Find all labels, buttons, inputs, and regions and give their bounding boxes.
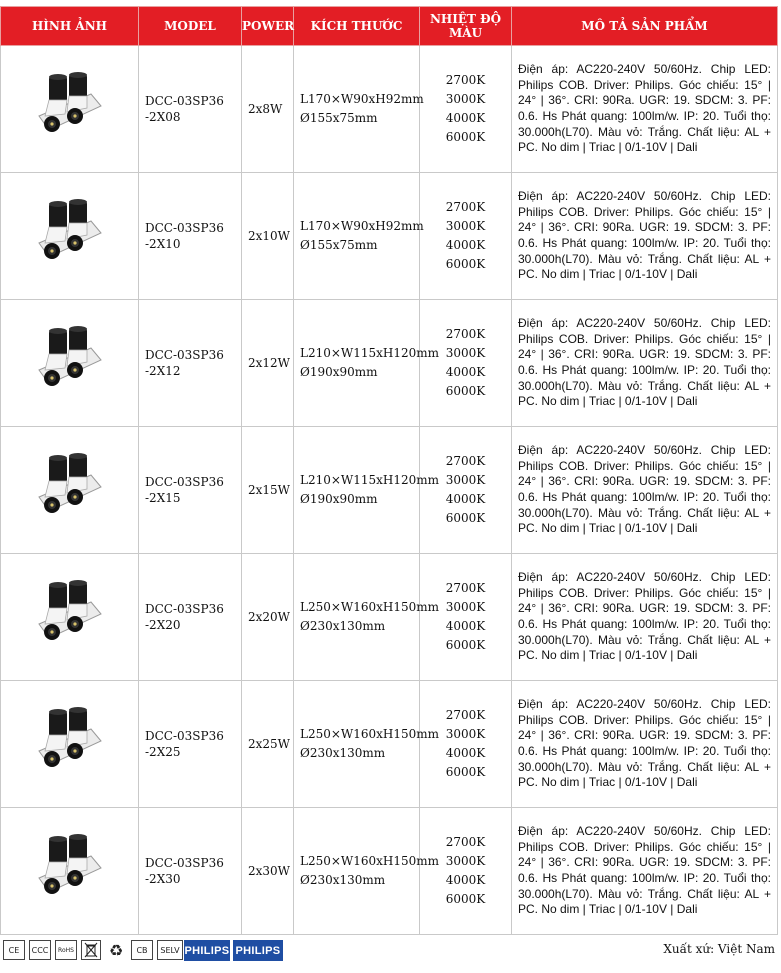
power-cell: 2x10W <box>242 173 294 300</box>
size-text: L170×W90xH92mm <box>300 219 424 233</box>
origin-text: Xuất xứ: Việt Nam <box>663 942 775 956</box>
table-header <box>1 7 778 46</box>
table-row <box>1 300 778 427</box>
model-text: DCC-03SP36 <box>145 221 224 235</box>
color-temp-value: 4000K <box>445 238 486 252</box>
color-temp-cell <box>420 46 512 173</box>
color-temp-value: 2700K <box>445 581 486 595</box>
model-text: -2X15 <box>145 491 181 505</box>
recycle-icon: ♻ <box>108 940 124 960</box>
color-temp-value: 4000K <box>445 365 486 379</box>
model-cell <box>139 554 242 681</box>
model-text: DCC-03SP36 <box>145 602 224 616</box>
color-temp-value: 4000K <box>445 492 486 506</box>
color-temp-value: 4000K <box>445 746 486 760</box>
description-cell: Điện áp: AC220-240V 50/60Hz. Chip LED: Philips COB. Driver: Philips. Góc chiếu: 15° | 24° | 36°. CRI: 90Ra. UGR: 19. SDCM: 3. PF: 0.6. Hs Phát quang: 100lm/w. IP: 20. Tuổi thọ: 30.000h(L70). Màu vỏ: Trắng. Chất liệu: AL + PC. No dim | Triac | 0/1-10V | Dali <box>512 681 778 808</box>
color-temp-value: 6000K <box>445 384 486 398</box>
color-temp-value: 3000K <box>445 600 486 614</box>
product-image-cell <box>1 808 139 935</box>
header-model: MODEL <box>139 7 242 46</box>
philips-badge-driver: PHILIPS <box>233 940 283 961</box>
product-image-cell <box>1 173 139 300</box>
power-cell: 2x12W <box>242 300 294 427</box>
twin-spotlight-icon <box>35 580 105 652</box>
twin-spotlight-icon <box>35 72 105 144</box>
weee-bin-icon <box>81 940 101 960</box>
philips-badge-chip: PHILIPS <box>184 940 230 961</box>
power-cell: 2x25W <box>242 681 294 808</box>
product-image-cell <box>1 300 139 427</box>
color-temp-value: 4000K <box>445 873 486 887</box>
header-description: MÔ TẢ SẢN PHẨM <box>512 7 778 46</box>
power-cell: 2x8W <box>242 46 294 173</box>
size-text: Ø155x75mm <box>300 238 378 252</box>
color-temp-value: 3000K <box>445 92 486 106</box>
size-cell <box>294 681 440 808</box>
twin-spotlight-icon <box>35 199 105 271</box>
color-temp-cell <box>420 554 512 681</box>
color-temp-value: 2700K <box>445 454 486 468</box>
selv-mark-icon: SELV <box>157 940 183 960</box>
size-text: Ø230x130mm <box>300 873 386 887</box>
size-text: Ø230x130mm <box>300 746 386 760</box>
color-temp-value: 3000K <box>445 219 486 233</box>
cb-mark-icon: CB <box>131 940 153 960</box>
description-cell: Điện áp: AC220-240V 50/60Hz. Chip LED: Philips COB. Driver: Philips. Góc chiếu: 15° | 24° | 36°. CRI: 90Ra. UGR: 19. SDCM: 3. PF: 0.6. Hs Phát quang: 100lm/w. IP: 20. Tuổi thọ: 30.000h(L70). Màu vỏ: Trắng. Chất liệu: AL + PC. No dim | Triac | 0/1-10V | Dali <box>512 808 778 935</box>
color-temp-value: 6000K <box>445 511 486 525</box>
header-image: HÌNH ẢNH <box>1 7 139 46</box>
size-text: L250×W160xH150mm <box>300 854 440 868</box>
model-text: DCC-03SP36 <box>145 856 224 870</box>
header-power: POWER <box>242 7 294 46</box>
size-cell <box>294 173 424 300</box>
color-temp-value: 4000K <box>445 111 486 125</box>
size-cell <box>294 300 440 427</box>
color-temp-value: 6000K <box>445 257 486 271</box>
size-cell <box>294 554 440 681</box>
model-text: -2X25 <box>145 745 181 759</box>
size-text: Ø190x90mm <box>300 492 378 506</box>
header-size: KÍCH THƯỚC <box>294 7 420 46</box>
color-temp-cell <box>420 173 512 300</box>
power-cell: 2x20W <box>242 554 294 681</box>
color-temp-cell <box>420 427 512 554</box>
model-cell <box>139 300 242 427</box>
table-row <box>1 681 778 808</box>
size-cell <box>294 808 440 935</box>
model-text: -2X30 <box>145 872 181 886</box>
size-text: L170×W90xH92mm <box>300 92 424 106</box>
model-text: -2X20 <box>145 618 181 632</box>
color-temp-cell <box>420 808 512 935</box>
color-temp-cell <box>420 300 512 427</box>
color-temp-value: 2700K <box>445 708 486 722</box>
color-temp-cell <box>420 681 512 808</box>
product-image-cell <box>1 681 139 808</box>
color-temp-value: 6000K <box>445 130 486 144</box>
ccc-mark-icon: CCC <box>29 940 51 960</box>
description-cell: Điện áp: AC220-240V 50/60Hz. Chip LED: Philips COB. Driver: Philips. Góc chiếu: 15° | 24° | 36°. CRI: 90Ra. UGR: 19. SDCM: 3. PF: 0.6. Hs Phát quang: 100lm/w. IP: 20. Tuổi thọ: 30.000h(L70). Màu vỏ: Trắng. Chất liệu: AL + PC. No dim | Triac | 0/1-10V | Dali <box>512 427 778 554</box>
model-cell <box>139 173 242 300</box>
description-cell: Điện áp: AC220-240V 50/60Hz. Chip LED: Philips COB. Driver: Philips. Góc chiếu: 15° | 24° | 36°. CRI: 90Ra. UGR: 19. SDCM: 3. PF: 0.6. Hs Phát quang: 100lm/w. IP: 20. Tuổi thọ: 30.000h(L70). Màu vỏ: Trắng. Chất liệu: AL + PC. No dim | Triac | 0/1-10V | Dali <box>512 173 778 300</box>
table-row <box>1 46 778 173</box>
product-image-cell <box>1 427 139 554</box>
power-cell: 2x15W <box>242 427 294 554</box>
size-cell <box>294 427 440 554</box>
product-image-cell <box>1 554 139 681</box>
model-text: DCC-03SP36 <box>145 729 224 743</box>
color-temp-value: 6000K <box>445 765 486 779</box>
model-text: DCC-03SP36 <box>145 94 224 108</box>
model-text: -2X10 <box>145 237 181 251</box>
color-temp-value: 2700K <box>445 327 486 341</box>
rohs-mark-icon: RoHS <box>55 940 77 960</box>
color-temp-value: 6000K <box>445 892 486 906</box>
table-row <box>1 808 778 935</box>
product-spec-table <box>0 6 778 935</box>
color-temp-value: 6000K <box>445 638 486 652</box>
color-temp-value: 2700K <box>445 200 486 214</box>
size-text: Ø230x130mm <box>300 619 386 633</box>
color-temp-value: 3000K <box>445 854 486 868</box>
twin-spotlight-icon <box>35 707 105 779</box>
model-text: DCC-03SP36 <box>145 475 224 489</box>
table-row <box>1 173 778 300</box>
size-text: Ø190x90mm <box>300 365 378 379</box>
description-cell: Điện áp: AC220-240V 50/60Hz. Chip LED: Philips COB. Driver: Philips. Góc chiếu: 15° | 24° | 36°. CRI: 90Ra. UGR: 19. SDCM: 3. PF: 0.6. Hs Phát quang: 100lm/w. IP: 20. Tuổi thọ: 30.000h(L70). Màu vỏ: Trắng. Chất liệu: AL + PC. No dim | Triac | 0/1-10V | Dali <box>512 46 778 173</box>
size-text: L210×W115xH120mm <box>300 473 440 487</box>
ce-mark-icon: CE <box>3 940 25 960</box>
color-temp-value: 2700K <box>445 835 486 849</box>
model-cell <box>139 808 242 935</box>
color-temp-value: 2700K <box>445 73 486 87</box>
table-body <box>1 46 778 935</box>
product-image-cell <box>1 46 139 173</box>
model-text: DCC-03SP36 <box>145 348 224 362</box>
description-cell: Điện áp: AC220-240V 50/60Hz. Chip LED: Philips COB. Driver: Philips. Góc chiếu: 15° | 24° | 36°. CRI: 90Ra. UGR: 19. SDCM: 3. PF: 0.6. Hs Phát quang: 100lm/w. IP: 20. Tuổi thọ: 30.000h(L70). Màu vỏ: Trắng. Chất liệu: AL + PC. No dim | Triac | 0/1-10V | Dali <box>512 554 778 681</box>
size-text: L250×W160xH150mm <box>300 727 440 741</box>
size-cell <box>294 46 424 173</box>
header-color-temp: NHIỆT ĐỘ MÀU <box>420 7 512 46</box>
table-row <box>1 427 778 554</box>
twin-spotlight-icon <box>35 834 105 906</box>
twin-spotlight-icon <box>35 326 105 398</box>
description-cell: Điện áp: AC220-240V 50/60Hz. Chip LED: Philips COB. Driver: Philips. Góc chiếu: 15° | 24° | 36°. CRI: 90Ra. UGR: 19. SDCM: 3. PF: 0.6. Hs Phát quang: 100lm/w. IP: 20. Tuổi thọ: 30.000h(L70). Màu vỏ: Trắng. Chất liệu: AL + PC. No dim | Triac | 0/1-10V | Dali <box>512 300 778 427</box>
size-text: Ø155x75mm <box>300 111 378 125</box>
size-text: L210×W115xH120mm <box>300 346 440 360</box>
color-temp-value: 3000K <box>445 346 486 360</box>
size-text: L250×W160xH150mm <box>300 600 440 614</box>
power-cell: 2x30W <box>242 808 294 935</box>
twin-spotlight-icon <box>35 453 105 525</box>
table-row <box>1 554 778 681</box>
footer <box>0 937 781 967</box>
color-temp-value: 3000K <box>445 727 486 741</box>
color-temp-value: 4000K <box>445 619 486 633</box>
color-temp-value: 3000K <box>445 473 486 487</box>
model-text: -2X12 <box>145 364 181 378</box>
model-text: -2X08 <box>145 110 181 124</box>
model-cell <box>139 46 242 173</box>
model-cell <box>139 427 242 554</box>
model-cell <box>139 681 242 808</box>
